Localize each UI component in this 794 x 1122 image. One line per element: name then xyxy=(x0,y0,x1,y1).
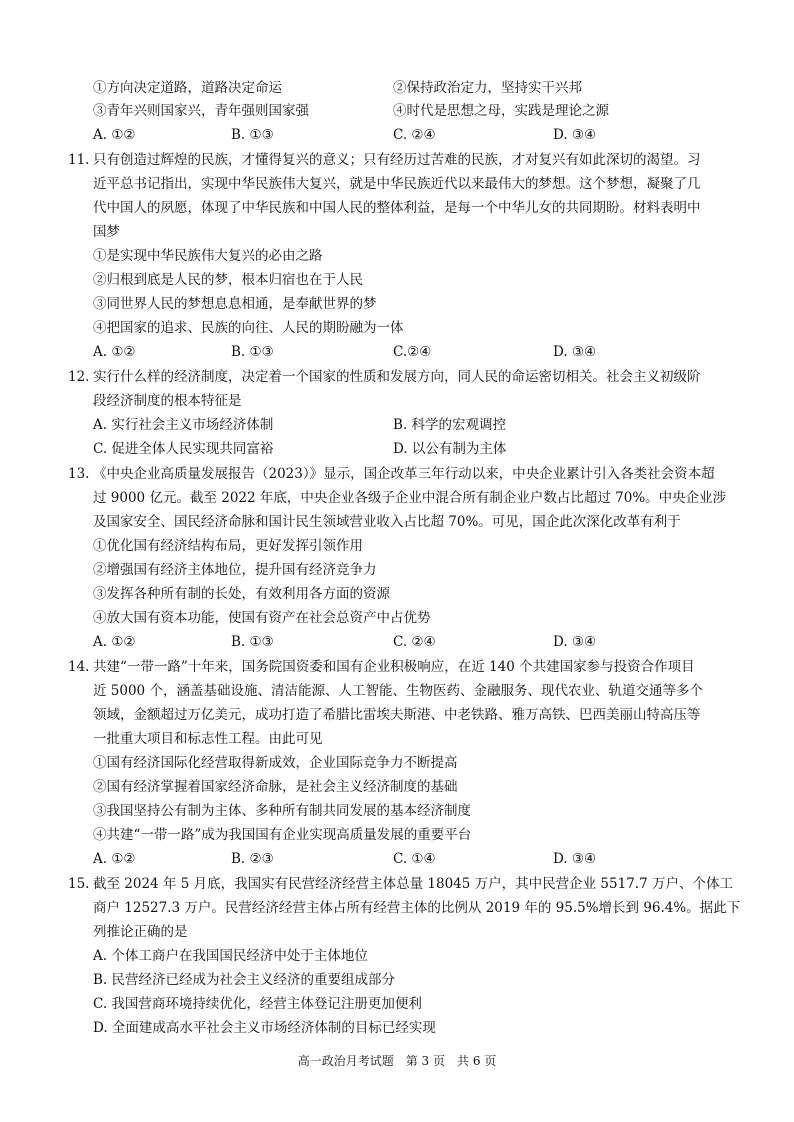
option-d: D. 全面建成高水平社会主义市场经济体制的目标已经实现 xyxy=(93,1020,436,1036)
question-stem-line: 近 5000 个，涵盖基础设施、清洁能源、人工智能、生物医药、金融服务、现代农业、轨道交通等多个 xyxy=(93,683,703,699)
option-b: B. 科学的宏观调控 xyxy=(393,417,507,433)
choice-b: B. ①③ xyxy=(231,344,274,360)
statement-4: ④把国家的追求、民族的向往、人民的期盼融为一体 xyxy=(93,320,404,336)
question-stem-line: 段经济制度的根本特征是 xyxy=(93,393,242,409)
question-stem-line: 只有创造过辉煌的民族，才懂得复兴的意义；只有经历过苦难的民族，才对复兴有如此深切的渴望。习 xyxy=(93,152,701,168)
statement-3: ③同世界人民的梦想息息相通，是奉献世界的梦 xyxy=(93,296,377,312)
choice-b: B. ②③ xyxy=(231,851,274,867)
statement-3: ③青年兴则国家兴，青年强则国家强 xyxy=(93,103,309,119)
statement-3: ③发挥各种所有制的长处，有效利用各方面的资源 xyxy=(93,586,390,602)
choice-d: D. ③④ xyxy=(553,634,597,650)
statement-2: ②保持政治定力，坚持实干兴邦 xyxy=(393,80,582,96)
question-stem-line: 及国家安全、国民经济命脉和国计民生领域营业收入占比超 70%。可见，国企此次深化改革有利于 xyxy=(93,514,681,530)
choice-b: B. ①③ xyxy=(231,127,274,143)
statement-2: ②归根到底是人民的梦，根本归宿也在于人民 xyxy=(93,272,363,288)
statement-1: ①优化国有经济结构布局，更好发挥引领作用 xyxy=(93,538,363,554)
question-stem-line: 共建“一带一路”十年来，国务院国资委和国有企业积极响应，在近 140 个共建国家参与投资合作项目 xyxy=(93,659,695,675)
statement-2: ②增强国有经济主体地位，提升国有经济竞争力 xyxy=(93,562,377,578)
question-stem-line: 代中国人的夙愿，体现了中华民族和中国人民的整体利益，是每一个中华儿女的共同期盼。材料表明中 xyxy=(93,200,701,216)
question-stem-line: 商户 12527.3 万户。民营经济经营主体占所有经营主体的比例从 2019 年的 95.5%增长到 96.4%。据此下 xyxy=(93,900,741,916)
option-c: C. 我国营商环境持续优化，经营主体登记注册更加便利 xyxy=(93,996,422,1012)
choice-a: A. ①② xyxy=(93,344,136,360)
choice-c: C. ②④ xyxy=(393,127,436,143)
choice-c: C.②④ xyxy=(393,344,432,360)
choice-d: D. ③④ xyxy=(553,344,597,360)
question-stem-line: 列推论正确的是 xyxy=(93,924,188,940)
choice-d: D. ③④ xyxy=(553,851,597,867)
statement-4: ④放大国有资本功能，使国有资产在社会总资产中占优势 xyxy=(93,610,431,626)
question-stem-line: 过 9000 亿元。截至 2022 年底，中央企业各级子企业中混合所有制企业户数占比超过 70%。中央企业涉 xyxy=(93,490,727,506)
question-number: 13. xyxy=(68,466,90,482)
statement-3: ③我国坚持公有制为主体、多种所有制共同发展的基本经济制度 xyxy=(93,803,471,819)
choice-b: B. ①③ xyxy=(231,634,274,650)
option-a: A. 个体工商户在我国国民经济中处于主体地位 xyxy=(93,948,368,964)
statement-4: ④共建“一带一路”成为我国国有企业实现高质量发展的重要平台 xyxy=(93,827,472,843)
choice-a: A. ①② xyxy=(93,634,136,650)
question-number: 14. xyxy=(68,659,90,675)
statement-2: ②国有经济掌握着国家经济命脉，是社会主义经济制度的基础 xyxy=(93,779,458,795)
choice-c: C. ②④ xyxy=(393,634,436,650)
statement-1: ①是实现中华民族伟大复兴的必由之路 xyxy=(93,248,323,264)
question-stem-line: 《中央企业高质量发展报告（2023）》显示，国企改革三年行动以来，中央企业累计引入各类社会资本超 xyxy=(93,466,715,482)
question-stem-line: 一批重大项目和标志性工程。由此可见 xyxy=(93,731,323,747)
statement-1: ①国有经济国际化经营取得新成效，企业国际竞争力不断提高 xyxy=(93,755,458,771)
option-a: A. 实行社会主义市场经济体制 xyxy=(93,417,274,433)
choice-a: A. ①② xyxy=(93,851,136,867)
question-number: 15. xyxy=(68,876,90,892)
option-d: D. 以公有制为主体 xyxy=(393,441,507,457)
question-stem-line: 实行什么样的经济制度，决定着一个国家的性质和发展方向，同人民的命运密切相关。社会主义初级阶 xyxy=(93,369,701,385)
question-number: 12. xyxy=(68,369,90,385)
option-c: C. 促进全体人民实现共同富裕 xyxy=(93,441,274,457)
question-stem-line: 截至 2024 年 5 月底，我国实有民营经济经营主体总量 18045 万户，其中民营企业 5517.7 万户、个体工 xyxy=(93,876,733,892)
question-stem-line: 领域，金额超过万亿美元，成功打造了希腊比雷埃夫斯港、中老铁路、雅万高铁、巴西美丽山特高压等 xyxy=(93,707,701,723)
choice-c: C. ①④ xyxy=(393,851,436,867)
page-footer: 高一政治月考试题 第 3 页 共 6 页 xyxy=(297,1054,497,1068)
statement-1: ①方向决定道路，道路决定命运 xyxy=(93,80,282,96)
choice-d: D. ③④ xyxy=(553,127,597,143)
statement-4: ④时代是思想之母，实践是理论之源 xyxy=(393,103,609,119)
question-number: 11. xyxy=(68,152,90,168)
question-stem-line: 近平总书记指出，实现中华民族伟大复兴，就是中华民族近代以来最伟大的梦想。这个梦想，凝聚了几 xyxy=(93,176,701,192)
option-b: B. 民营经济已经成为社会主义经济的重要组成部分 xyxy=(93,972,396,988)
question-stem-line: 国梦 xyxy=(93,224,120,240)
choice-a: A. ①② xyxy=(93,127,136,143)
